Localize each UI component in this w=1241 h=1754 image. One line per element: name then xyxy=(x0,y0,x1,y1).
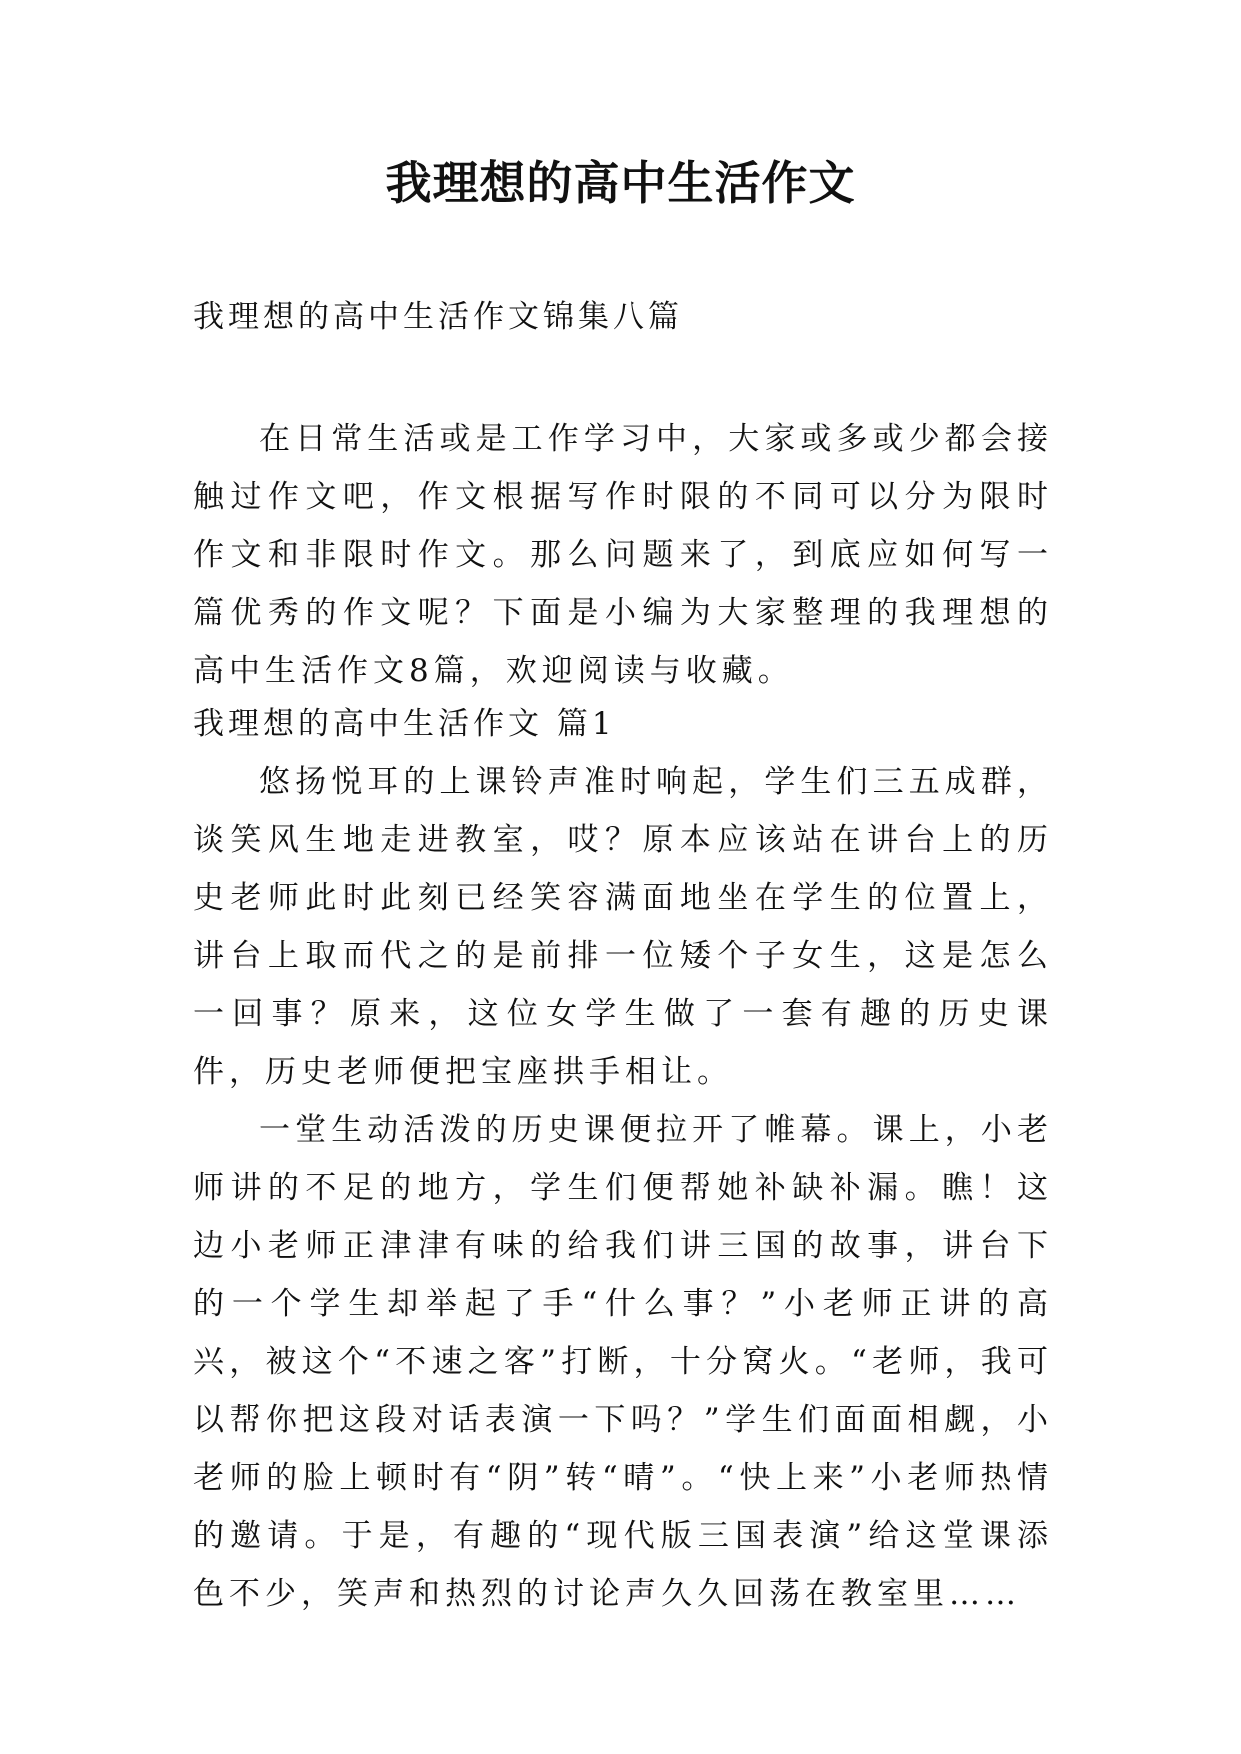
section-paragraph: 一堂生动活泼的历史课便拉开了帷幕。课上，小老师讲的不足的地方，学生们便帮她补缺补漏。瞧！这边小老师正津津有味的给我们讲三国的故事，讲台下的一个学生却举起了手“什么事？”小老师正讲的高兴，被这个“不速之客”打断，十分窝火。“老师，我可以帮你把这段对话表演一下吗？”学生们面面相觑，小老师的脸上顿时有“阴”转“晴”。“快上来”小老师热情的邀请。于是，有趣的“现代版三国表演”给这堂课添色不少，笑声和热烈的讨论声久久回荡在教室里…… xyxy=(193,1112,1053,1612)
section-heading: 我理想的高中生活作文 篇1 xyxy=(193,706,616,742)
intro-paragraph: 在日常生活或是工作学习中，大家或多或少都会接触过作文吧，作文根据写作时限的不同可以分为限时作文和非限时作文。那么问题来了，到底应如何写一篇优秀的作文呢？下面是小编为大家整理的我理想的高中生活作文8篇，欢迎阅读与收藏。 xyxy=(193,421,1053,689)
section-1 xyxy=(193,695,1053,1623)
section-paragraph: 悠扬悦耳的上课铃声准时响起，学生们三五成群，谈笑风生地走进教室，哎？原本应该站在讲台上的历史老师此时此刻已经笑容满面地坐在学生的位置上，讲台上取而代之的是前排一位矮个子女生，这是怎么一回事？原来，这位女学生做了一套有趣的历史课件，历史老师便把宝座拱手相让。 xyxy=(193,764,1053,1090)
document-title: 我理想的高中生活作文 xyxy=(385,156,856,210)
document-subtitle: 我理想的高中生活作文锦集八篇 xyxy=(193,299,683,335)
intro-block xyxy=(193,410,1053,700)
